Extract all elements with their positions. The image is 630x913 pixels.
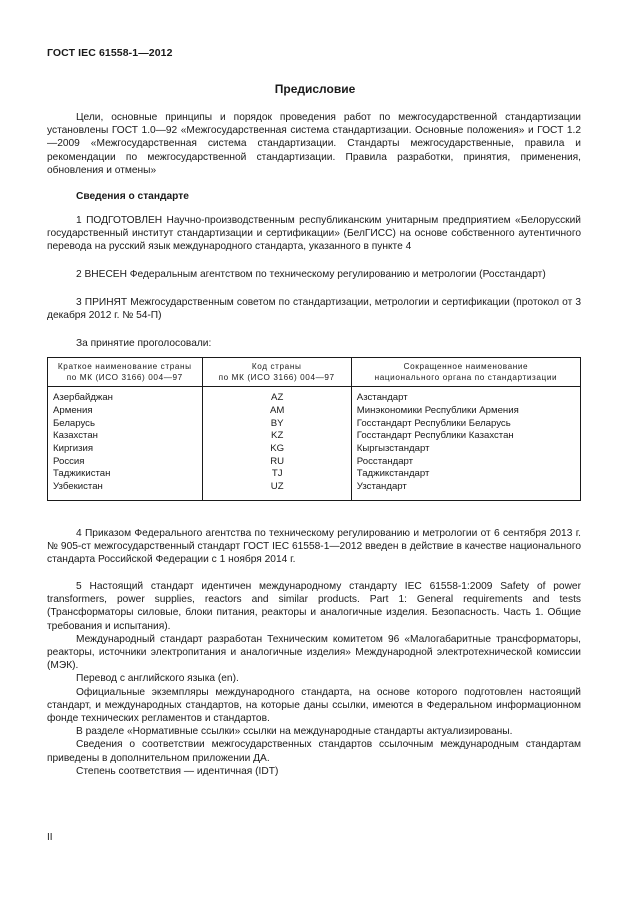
document-code-header: ГОСТ IEC 61558-1—2012	[47, 47, 173, 59]
country-names-cell	[48, 387, 203, 501]
country-code: RU	[270, 455, 285, 467]
item-5-references-paragraph: В разделе «Нормативные ссылки» ссылки на международные стандарты актуализированы.	[76, 726, 513, 738]
info-heading-block	[47, 190, 581, 203]
item-5-degree-paragraph: Степень соответствия — идентичная (IDT)	[76, 765, 279, 777]
country-code: AZ	[271, 392, 284, 404]
item5-block	[47, 580, 581, 778]
section-title: Предисловие	[274, 82, 356, 96]
info-heading: Сведения о стандарте	[76, 191, 189, 202]
country-name: Узбекистан	[53, 481, 103, 493]
country-name: Казахстан	[53, 430, 98, 442]
header-line: по МК (ИСО 3166) 004—97	[66, 372, 183, 382]
item1-block	[47, 214, 581, 254]
header-national-body	[351, 358, 580, 387]
country-name: Киргизия	[53, 443, 94, 454]
header-line: по МК (ИСО 3166) 004—97	[218, 372, 335, 382]
country-name: Россия	[53, 455, 85, 467]
national-body: Кыргызстандарт	[356, 443, 430, 454]
header-line: национального органа по стандартизации	[374, 372, 558, 382]
item-1-paragraph: 1 ПОДГОТОВЛЕН Научно-производственным республиканским унитарным предприятием «Белорусский государственный институт стандартизации и сертификации» (БелГИСС) на основе собственного аутентичного перевода на русский язык международного стандарта, указанного в пункте 4	[47, 215, 581, 253]
item-5-translation-paragraph: Перевод с английского языка (en).	[76, 673, 239, 685]
item4-block	[47, 527, 581, 567]
item-3-paragraph: 3 ПРИНЯТ Межгосударственным советом по стандартизации, метрологии и сертификации (протокол от 3 декабря 2012 г. № 54-П)	[47, 297, 581, 322]
country-code: KZ	[271, 430, 284, 442]
voting-table	[47, 357, 581, 501]
country-name: Беларусь	[53, 417, 95, 429]
item3-block	[47, 296, 581, 322]
header-country-name	[48, 358, 203, 387]
table-body-row	[48, 387, 581, 501]
item-5-official-copies-paragraph: Официальные экземпляры международного стандарта, на основе которого подготовлен настоящий стандарт, и международных стандартов, на которые даны ссылки, имеются в Федеральном информационном фонде технических регламентов и стандартов.	[47, 686, 581, 725]
header-line: Сокращенное наименование	[403, 362, 529, 371]
table-header-row	[48, 358, 581, 387]
intro-block	[47, 111, 581, 177]
country-code: KG	[270, 443, 285, 454]
country-code: UZ	[270, 481, 284, 493]
vote-intro-block	[47, 337, 581, 350]
national-bodies-cell	[351, 387, 580, 501]
header-line: Код страны	[251, 362, 302, 371]
header-country-code	[202, 358, 351, 387]
national-body: Таджикстандарт	[356, 468, 430, 480]
national-body: Узстандарт	[356, 481, 407, 493]
item-2-paragraph: 2 ВНЕСЕН Федеральным агентством по техническому регулированию и метрологии (Росстандарт)	[76, 269, 546, 280]
country-codes-cell	[202, 387, 351, 501]
item-5-correspondence-paragraph: Сведения о соответствии межгосударственных стандартов ссылочным международным стандартам приведены в дополнительном приложении ДА.	[47, 739, 581, 764]
country-code: BY	[270, 417, 284, 429]
national-body: Госстандарт Республики Беларусь	[356, 417, 511, 429]
country-name: Таджикистан	[53, 468, 111, 480]
header-line: Краткое наименование страны	[57, 362, 192, 371]
country-name: Азербайджан	[53, 392, 113, 404]
national-body: Госстандарт Республики Казахстан	[356, 430, 514, 442]
national-body: Минэкономики Республики Армения	[356, 404, 519, 416]
page-number: II	[47, 832, 53, 843]
intro-paragraph: Цели, основные принципы и порядок проведения работ по межгосударственной стандартизации установлены ГОСТ 1.0—92 «Межгосударственная система стандартизации. Основные положения» и ГОСТ 1.2—2009 «Межгосударственная система стандартизации. Стандарты межгосударственные, правила и рекомендации по межгосударственной стандартизации. Правила разработки, принятия, применения, обновления и отмены»	[47, 112, 581, 176]
item-5-committee-paragraph: Международный стандарт разработан Техническим комитетом 96 «Малогабаритные трансформаторы, реакторы, источники электропитания и аналогичные изделия» Международной электротехнической комиссии (МЭК).	[47, 633, 581, 672]
country-name: Армения	[53, 404, 93, 416]
national-body: Азстандарт	[356, 392, 408, 404]
country-code: TJ	[271, 468, 283, 480]
country-code: AM	[269, 404, 285, 416]
vote-intro: За принятие проголосовали:	[76, 338, 212, 349]
item2-block	[47, 268, 581, 281]
item-4-paragraph: 4 Приказом Федерального агентства по техническому регулированию и метрологии от 6 сентября 2013 г. № 905-ст межгосударственный стандарт ГОСТ IEC 61558-1—2012 введен в действие в качестве национального стандарта Российской Федерации с 1 ноября 2014 г.	[47, 528, 581, 566]
national-body: Росстандарт	[356, 455, 414, 467]
item-5-paragraph: 5 Настоящий стандарт идентичен международному стандарту IEC 61558-1:2009 Safety of power transformers, power supplies, reactors and similar products. Part 1: General requirements and tests (Трансформаторы силовые, блоки питания, реакторы и аналогичные изделия. Безопасность. Часть 1. Общие требования и испытания).	[47, 581, 581, 632]
